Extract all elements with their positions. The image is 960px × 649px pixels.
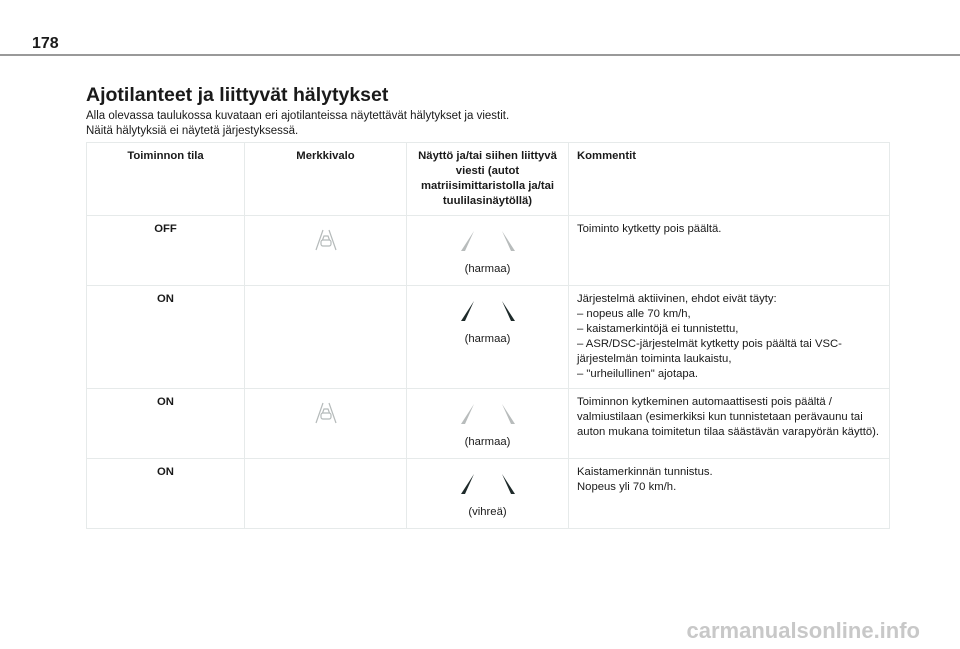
lane-assist-icon [313,401,339,425]
warning-light-cell [245,389,407,459]
comment-text: Toiminnon kytkeminen automaattisesti pois päältä / valmiustilaan (esimerkiksi kun tunnistetaan perävaunu tai auton mukana toimitetun tilaa säästävän varapyörän käyttö). [577,396,880,438]
state-cell: OFF [87,216,245,286]
display-color-label: (harmaa) [464,263,511,275]
header-rule [0,54,960,56]
lane-lines-icon [456,230,520,252]
header-state: Toiminnon tila [87,143,245,216]
comment-line: – kaistamerkintöjä ei tunnistettu, [577,323,739,335]
comment-line: Järjestelmä aktiivinen, ehdot eivät täyty: [577,293,777,305]
display-cell [407,216,569,286]
intro-line: Alla olevassa taulukossa kuvataan eri ajotilanteissa näytettävät hälytykset ja viestit. [86,110,510,122]
state-cell: ON [87,286,245,389]
table-header-row [87,143,890,216]
state-cell: ON [87,389,245,459]
header-comments: Kommentit [569,143,890,216]
table-row [87,389,890,459]
comment-line: – nopeus alle 70 km/h, [577,308,691,320]
comment-line: Kaistamerkinnän tunnistus. [577,466,713,478]
page-title: Ajotilanteet ja liittyvät hälytykset [86,84,389,106]
comment-cell [569,389,890,459]
comment-line: – ASR/DSC-järjestelmät kytketty pois päältä tai VSC-järjestelmän toiminta laukaistu, [577,338,842,365]
display-cell [407,459,569,529]
comment-cell [569,216,890,286]
intro [86,109,509,139]
page-number: 178 [32,35,59,52]
state-cell: ON [87,459,245,529]
table-row [87,216,890,286]
lane-assist-icon [313,228,339,252]
display-cell [407,389,569,459]
display-cell [407,286,569,389]
comment-cell [569,286,890,389]
header-warning-light: Merkkivalo [245,143,407,216]
header-display: Näyttö ja/tai siihen liittyvä viesti (autot matriisimittaristolla ja/tai tuulilasinäytöllä) [407,143,569,216]
table-row [87,286,890,389]
lane-lines-icon [456,403,520,425]
intro-line: Näitä hälytyksiä ei näytetä järjestyksessä. [86,125,299,137]
warning-light-cell [245,459,407,529]
comment-text: Toiminto kytketty pois päältä. [577,223,722,235]
comment-line: – "urheilullinen" ajotapa. [577,368,699,380]
watermark-logo: carmanualsonline.info [686,618,920,643]
alerts-table [86,142,890,529]
display-color-label: (vihreä) [468,506,507,518]
warning-light-cell [245,286,407,389]
table-row [87,459,890,529]
comment-line: Nopeus yli 70 km/h. [577,481,677,493]
display-color-label: (harmaa) [464,333,511,345]
display-color-label: (harmaa) [464,436,511,448]
warning-light-cell [245,216,407,286]
lane-lines-icon [456,300,520,322]
lane-lines-icon [456,473,520,495]
comment-cell [569,459,890,529]
